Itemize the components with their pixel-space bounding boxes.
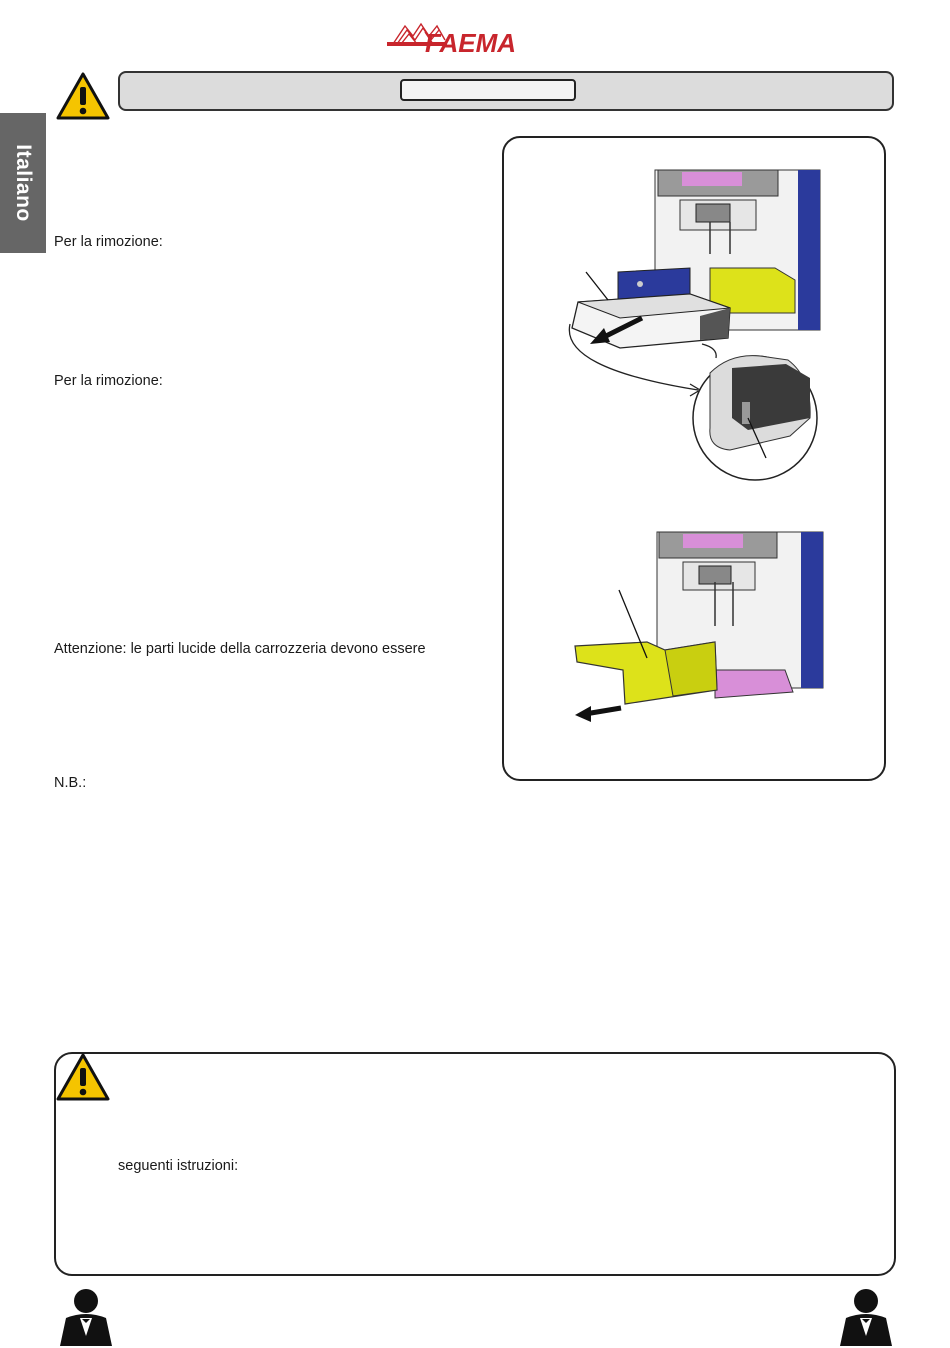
warning-triangle-icon — [55, 71, 111, 121]
waiter-icon — [56, 1288, 116, 1348]
note-text: seguenti istruzioni: — [118, 1158, 239, 1174]
body-paragraph: N.B.: — [54, 775, 87, 791]
language-tab — [0, 113, 46, 253]
body-paragraph: Per la rimozione: — [54, 373, 163, 389]
language-tab-label: Italiano — [12, 144, 35, 222]
faema-logo — [385, 14, 567, 58]
section-header-bar — [118, 71, 894, 111]
body-paragraph: Attenzione: le parti lucide della carrozzeria devono essere — [54, 641, 426, 657]
warning-triangle-icon — [55, 1052, 111, 1102]
grounds-drawer-illustration — [565, 530, 830, 730]
svg-text:FAEMA: FAEMA — [425, 28, 516, 58]
waiter-icon — [836, 1288, 896, 1348]
body-paragraph: Per la rimozione: — [54, 234, 163, 250]
section-title-box — [400, 79, 576, 101]
drip-tray-illustration — [560, 168, 830, 498]
